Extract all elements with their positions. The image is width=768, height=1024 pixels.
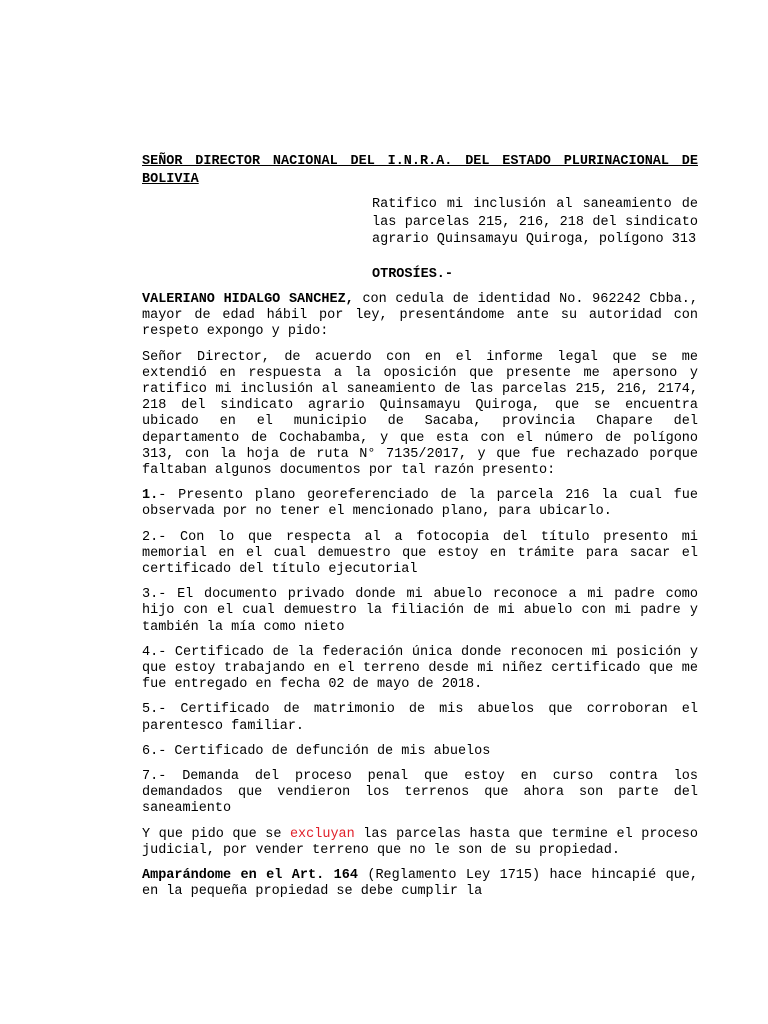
intro-text: con cedula de identidad No. 962242 Cbba., mayor de edad hábil por ley, presentándome ante su autoridad con respeto expongo y pido: bbox=[142, 292, 698, 340]
item-text: - El documento privado donde mi abuelo reconoce a mi padre como hijo con el cual demuestro la filiación de mi abuelo con mi padre y también la mía como nieto bbox=[142, 587, 698, 635]
item-number: 7. bbox=[142, 769, 159, 785]
item-number: 6. bbox=[142, 743, 159, 759]
item-text: - Con lo que respecta al a fotocopia del título presento mi memorial en el cual demuestro que estoy en trámite para sacar el certificado del título ejecutorial bbox=[142, 529, 698, 578]
item-number: 3. bbox=[142, 587, 159, 603]
list-item bbox=[142, 645, 698, 694]
list-item bbox=[142, 488, 698, 520]
addressee-heading: SEÑOR DIRECTOR NACIONAL DEL I.N.R.A. DEL ESTADO PLURINACIONAL DE BOLIVIA bbox=[142, 154, 698, 187]
otrosies-label: OTROSÍES.- bbox=[372, 267, 454, 282]
exclusion-text-before: Y que pido que se bbox=[142, 826, 290, 842]
item-text: - Certificado de defunción de mis abuelos bbox=[158, 743, 491, 759]
petitioner-name: VALERIANO HIDALGO SANCHEZ, bbox=[142, 292, 354, 307]
legal-basis-paragraph bbox=[142, 868, 698, 900]
item-number: 2. bbox=[142, 529, 159, 545]
request-paragraph: Señor Director, de acuerdo con en el informe legal que se me extendió en respuesta a la oposición que presente me apersono y ratifico mi inclusión al saneamiento de las parcelas 215, 216, 2174, 218 del sindicato agrario Quinsamayu Quiroga, que se encuentra ubicado en el municipio de Sacaba, provincia Chapare del departamento de Cochabamba, y que esta con el número de polígono 313, con la hoja de ruta N° 7135/2017, y que fue rechazado porque faltaban algunos documentos por tal razón presento: bbox=[142, 349, 698, 479]
item-text: - Certificado de la federación única donde reconocen mi posición y que estoy trabajando en el terreno desde mi niñez certificado que me fue entregado en fecha 02 de mayo de 2018. bbox=[142, 644, 698, 693]
sumilla-summary: Ratifico mi inclusión al saneamiento de las parcelas 215, 216, 218 del sindicato agrario Quinsamayu Quiroga, polígono 313 bbox=[372, 197, 698, 247]
list-item bbox=[142, 587, 698, 636]
exclusion-text-after: las parcelas hasta que termine el proceso judicial, por vender terreno que no le son de su propiedad. bbox=[142, 826, 698, 858]
intro-paragraph bbox=[142, 292, 698, 341]
item-number: 5. bbox=[142, 702, 159, 718]
exclusion-paragraph bbox=[142, 827, 698, 859]
item-text: - Presento plano georeferenciado de la parcela 216 la cual fue observada por no tener el mencionado plano, para ubicarlo. bbox=[142, 488, 698, 520]
document-body bbox=[142, 292, 698, 910]
item-text: - Certificado de matrimonio de mis abuelos que corroboran el parentesco familiar. bbox=[142, 702, 698, 734]
list-item bbox=[142, 530, 698, 579]
list-item bbox=[142, 744, 698, 760]
item-text: - Demanda del proceso penal que estoy en curso contra los demandados que vendieron los terrenos que ahora son parte del saneamiento bbox=[142, 769, 698, 817]
highlighted-word: excluyan bbox=[289, 826, 355, 842]
article-reference: Amparándome en el Art. 164 bbox=[142, 868, 358, 884]
item-number: 1. bbox=[142, 488, 159, 504]
legal-basis-text: (Reglamento Ley 1715) hace hincapié que, en la pequeña propiedad se debe cumplir la bbox=[142, 868, 698, 900]
list-item bbox=[142, 702, 698, 734]
list-item bbox=[142, 769, 698, 818]
item-number: 4. bbox=[142, 644, 159, 660]
